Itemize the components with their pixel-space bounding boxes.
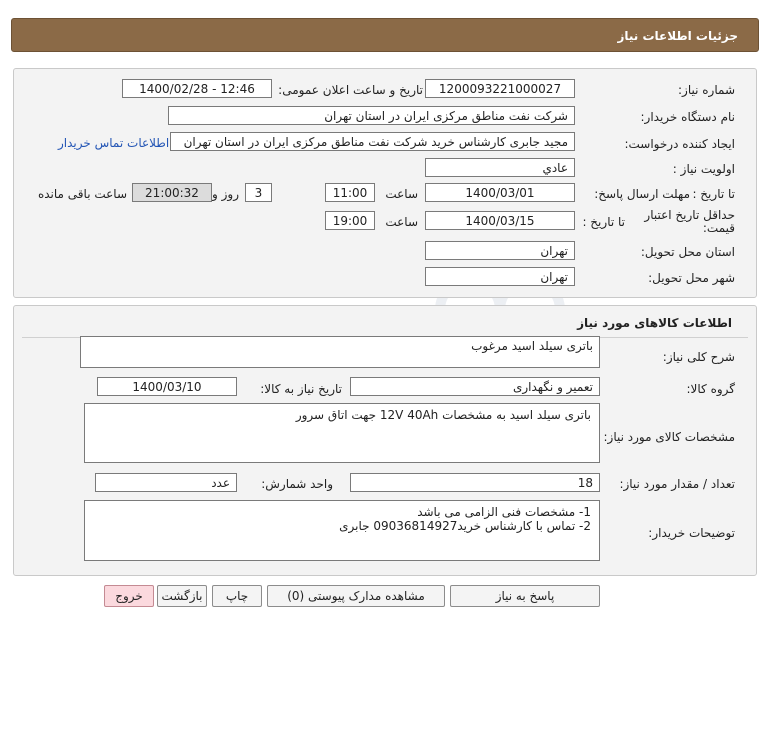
days-label: روز و: [212, 187, 239, 201]
validity-hour-label: ساعت: [385, 215, 418, 229]
priority-field: عادي: [425, 158, 575, 177]
city-label: شهر محل تحویل:: [648, 271, 735, 285]
city-field: تهران: [425, 267, 575, 286]
exit-button[interactable]: خروج: [104, 585, 154, 607]
need-date-label: تاریخ نیاز به کالا:: [260, 382, 342, 396]
quantity-label: تعداد / مقدار مورد نیاز:: [619, 477, 735, 491]
deadline-date-field: 1400/03/01: [425, 183, 575, 202]
need-number-label: شماره نیاز:: [678, 83, 735, 97]
respond-button[interactable]: پاسخ به نیاز: [450, 585, 600, 607]
remaining-days-field: 3: [245, 183, 272, 202]
print-button[interactable]: چاپ: [212, 585, 262, 607]
summary-label: شرح کلی نیاز:: [662, 350, 735, 364]
summary-field: باتری سیلد اسید مرغوب: [80, 336, 600, 368]
notes-line: 2- تماس با کارشناس خرید09036814927 جابری: [339, 519, 591, 533]
need-info-panel: [13, 68, 757, 298]
unit-label: واحد شمارش:: [261, 477, 333, 491]
deadline-to-date-label: تا تاریخ :: [692, 187, 735, 201]
deadline-label: مهلت ارسال پاسخ:: [594, 187, 690, 201]
need-date-field: 1400/03/10: [97, 377, 237, 396]
requester-field: مجید جابری کارشناس خرید شرکت نفت مناطق مرکزی ایران در استان تهران: [170, 132, 575, 151]
province-field: تهران: [425, 241, 575, 260]
validity-date-field: 1400/03/15: [425, 211, 575, 230]
page-title-bar: [11, 18, 759, 52]
buyer-contact-link[interactable]: اطلاعات تماس خریدار: [58, 136, 170, 150]
priority-label: اولویت نیاز :: [672, 162, 735, 176]
remaining-time-field: 21:00:32: [132, 183, 212, 202]
deadline-hour-label: ساعت: [385, 187, 418, 201]
specs-label: مشخصات کالای مورد نیاز:: [603, 430, 735, 444]
requester-label: ایجاد کننده درخواست:: [624, 137, 735, 151]
need-number-field: 1200093221000027: [425, 79, 575, 98]
deadline-time-field: 11:00: [325, 183, 375, 202]
goods-group-field: تعمیر و نگهداری: [350, 377, 600, 396]
validity-to-date-label: تا تاریخ :: [582, 215, 625, 229]
specs-field: باتری سیلد اسید به مشخصات 12V 40Ah جهت اتاق سرور: [84, 403, 600, 463]
validity-label: حداقل تاریخ اعتبار قیمت:: [644, 208, 735, 235]
unit-field: عدد: [95, 473, 237, 492]
view-attachments-button[interactable]: مشاهده مدارک پیوستی (0): [267, 585, 445, 607]
back-button[interactable]: بازگشت: [157, 585, 207, 607]
announce-datetime-label: تاریخ و ساعت اعلان عمومی:: [278, 83, 423, 97]
remaining-label: ساعت باقی مانده: [37, 187, 127, 201]
buyer-notes-field: [84, 500, 600, 561]
notes-line: 1- مشخصات فنی الزامی می باشد: [417, 505, 591, 519]
goods-section-title: اطلاعات کالاهای مورد نیاز: [577, 316, 732, 330]
buyer-org-field: شرکت نفت مناطق مرکزی ایران در استان تهران: [168, 106, 575, 125]
announce-datetime-field: 1400/02/28 - 12:46: [122, 79, 272, 98]
buyer-notes-label: توضیحات خریدار:: [648, 526, 735, 540]
quantity-field: 18: [350, 473, 600, 492]
page-title: جزئیات اطلاعات نیاز: [617, 29, 738, 43]
validity-time-field: 19:00: [325, 211, 375, 230]
province-label: استان محل تحویل:: [640, 245, 735, 259]
goods-group-label: گروه کالا:: [686, 382, 735, 396]
buyer-org-label: نام دستگاه خریدار:: [640, 110, 735, 124]
